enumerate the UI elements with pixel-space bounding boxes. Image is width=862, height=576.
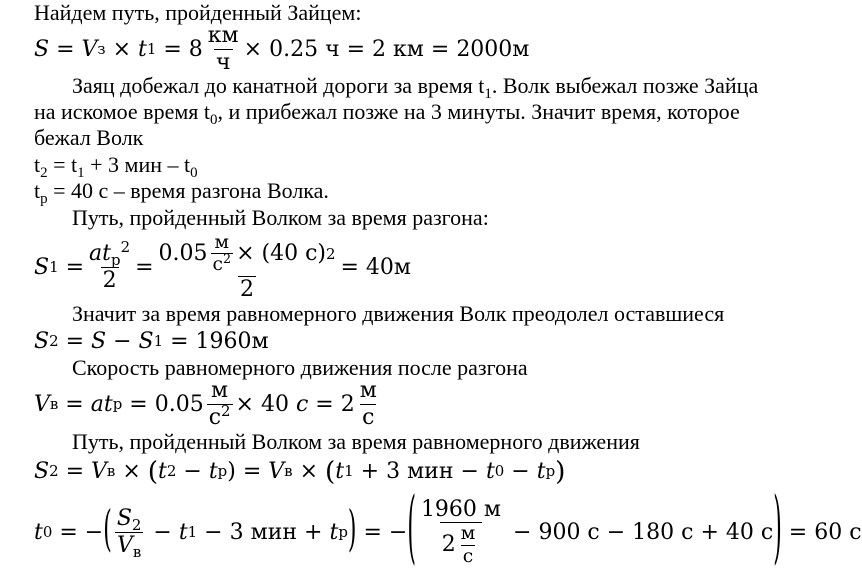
eq2-eq: = <box>65 254 85 280</box>
t2-b-sub: 1 <box>77 164 85 181</box>
eq5-s: S <box>34 458 50 484</box>
equation-accel-distance: S 1 = $\frac{at_р^2}{2}$ = 0.05 $\frac{м}{с^2}$ × (40 с) 2 2 = 40м <box>34 231 412 302</box>
eq6-f-den-sub: в <box>132 542 142 561</box>
para1-line1 <box>72 73 759 102</box>
eq4-u1-den <box>207 401 233 430</box>
eq5-v: V <box>91 458 107 484</box>
eq2-unit-den-text: с <box>212 254 223 276</box>
eq6-b: − <box>146 519 179 545</box>
para1-line1-sub: 1 <box>484 85 492 102</box>
t2-definition <box>34 152 198 181</box>
tp-b: = 40 с – время разгона Волка. <box>47 178 329 203</box>
eq6-fraction1 <box>115 506 144 561</box>
eq1-unit-num: км <box>207 23 239 49</box>
para1-line3: бежал Волк <box>34 125 144 150</box>
eq2-s: S <box>34 254 50 280</box>
eq5-paren-open: ( <box>147 455 159 487</box>
eq6-f-num-sub: 2 <box>131 515 142 534</box>
para1-line2-sub: 0 <box>210 111 218 128</box>
eq1-v: V <box>81 36 98 62</box>
eq6-d: = − <box>356 519 408 545</box>
eq2-unit-den <box>211 253 234 276</box>
eq2-unit-den-sup: 2 <box>222 251 232 267</box>
eq6-f-den <box>115 532 143 561</box>
eq6-f-den-text: V <box>116 532 133 558</box>
eq5-d: − <box>176 458 209 484</box>
eq2-f2-num-a: 0.05 <box>158 241 208 267</box>
eq6-e: − 900 с − 180 с + 40 с <box>506 519 774 545</box>
eq2-f1-num-sup: 2 <box>120 237 131 256</box>
eq5-t2: t <box>158 458 167 484</box>
eq2-f2-num-b: × (40 с) <box>236 241 326 267</box>
eq6-c: − 3 мин + <box>197 519 330 545</box>
eq1-unit-fraction <box>206 23 241 75</box>
eq5-v2: V <box>268 458 285 484</box>
eq6-f-num <box>115 506 144 534</box>
heading-text: Найдем путь, пройденный Зайцем: <box>34 0 362 25</box>
eq3-rest-b: − <box>106 328 139 354</box>
eq5-e: ) = <box>227 458 269 484</box>
eq4-u2-num: м <box>359 378 377 404</box>
eq5-t1: t <box>335 458 345 484</box>
eq3-s2: S <box>91 328 107 354</box>
para1-line1-a: Заяц добежал до канатной дороги за время t <box>72 73 485 98</box>
eq2-f1-num <box>87 237 132 269</box>
para4-text: Скорость равномерного движения после разгона <box>72 355 528 380</box>
eq3-rest-a: = <box>58 328 92 354</box>
eq1-eq2: = <box>163 36 182 62</box>
eq6-t1: t <box>178 519 188 545</box>
eq5-tp2: t <box>536 458 546 484</box>
eq4-c: с <box>295 391 309 417</box>
eq2-result: = 40м <box>340 254 412 280</box>
equation-t0-result: t 0 = − ( $\frac{S_2}{V_в}$ − t 1 − 3 мин + t р ) = − ( 1960 м 2 $\frac{м}{с}$ − 900 с − 180 с + 40 с ) = 60 с <box>34 485 862 576</box>
eq5-t0: t <box>485 458 495 484</box>
eq1-eq: = <box>56 36 75 62</box>
eq3-s: S <box>34 328 50 354</box>
eq6-result: = 60 с <box>781 519 862 545</box>
eq1-unit-den: ч <box>215 49 231 75</box>
para1-line1-b: . Волк выбежал позже Зайца <box>491 73 759 98</box>
eq5-a: = <box>58 458 92 484</box>
eq4-at: at <box>90 391 113 417</box>
t2-c-sub: 0 <box>190 164 198 181</box>
eq6-g-den-a: 2 <box>441 532 456 558</box>
eq1-s: S <box>34 36 50 62</box>
t2-c: + 3 мин – t <box>84 152 191 177</box>
eq2-unit-num: м <box>214 231 230 253</box>
equation-remaining-distance: S 2 = S − S 1 = 1960м <box>34 328 269 354</box>
eq6-bigparen-open: ( <box>407 485 416 576</box>
eq4-u1-den-text: с <box>208 404 222 430</box>
para1-line2 <box>34 99 740 128</box>
eq6-bigparen-close: ) <box>773 485 782 576</box>
eq6-t: t <box>34 519 43 545</box>
eq6-a: = − <box>52 519 104 545</box>
para1-line2-b: , и прибежал позже на 3 минуты. Значит время, которое <box>217 99 740 124</box>
eq2-f1-num-text: at <box>89 241 111 267</box>
eq4-unit1-fraction <box>207 378 233 430</box>
eq6-g-num: 1960 м <box>420 496 502 522</box>
eq5-paren-open2: ( <box>325 455 336 487</box>
eq6-f-num-text: S <box>116 506 132 532</box>
para2-text: Путь, пройденный Волком за время разгона: <box>72 205 489 230</box>
eq2-unit-fraction <box>211 232 234 276</box>
eq4-eq: = <box>58 391 91 417</box>
eq6-unit-num: м <box>460 523 476 545</box>
para5-text: Путь, пройденный Волком за время равномерного движения <box>72 429 640 454</box>
eq6-g-den <box>440 522 483 567</box>
eq2-f1-num-sub: р <box>111 250 121 269</box>
eq5-paren-close: ) <box>555 455 566 487</box>
eq5-tp: t <box>208 458 218 484</box>
eq6-fraction2 <box>419 497 503 567</box>
eq4-eq2: = 2 <box>308 391 355 417</box>
eq5-h: + 3 мин − <box>353 458 486 484</box>
eq4-val: = 0.05 <box>122 391 204 417</box>
equation-uniform-distance: S 2 = V в × ( t 2 − t р ) = V в × ( t 1 + 3 мин − t 0 − t р ) <box>34 455 566 487</box>
eq2-f2-num: 0.05 $\frac{м}{с^2}$ × (40 с) 2 <box>158 231 336 276</box>
eq5-k: − <box>504 458 537 484</box>
equation-wolf-speed: V в = at р = 0.05 $\frac{м}{с^2}$ × 40 с = 2 $\frac{м}{с}$ <box>34 378 377 430</box>
eq6-tp: t <box>329 519 339 545</box>
tp-a-sub: р <box>40 190 48 207</box>
eq4-u1-den-sup: 2 <box>221 401 231 420</box>
tp-definition <box>34 178 329 207</box>
eq4-u1-num: м <box>211 378 229 404</box>
eq4-unit2-fraction <box>358 378 379 430</box>
eq6-paren-open: ( <box>103 503 112 559</box>
eq1-rest: × 0.25 ч = 2 км = 2000м <box>243 36 530 62</box>
eq6-unit-fraction <box>459 523 478 567</box>
eq3-s3: S <box>138 328 154 354</box>
eq5-b: × <box>115 458 148 484</box>
eq1-times: × <box>112 36 131 62</box>
t2-a-sub: 2 <box>40 164 48 181</box>
para3-text: Значит за время равномерного движения Волк преодолел оставшиеся <box>72 301 725 326</box>
eq2-eq2: = <box>135 254 154 280</box>
eq3-rest-c: = 1960м <box>163 328 269 354</box>
eq6-paren-close: ) <box>347 503 357 559</box>
para1-line2-a: на искомое время t <box>34 99 210 124</box>
t2-a: t <box>34 152 41 177</box>
eq4-u2-den: с <box>362 404 375 430</box>
eq5-f: × <box>292 458 325 484</box>
eq1-speed: 8 <box>188 36 203 62</box>
eq2-f2-den: 2 <box>240 276 255 302</box>
tp-a: t <box>34 178 41 203</box>
eq4-v: V <box>34 391 50 417</box>
eq4-mid: × 40 <box>235 391 296 417</box>
eq2-fraction2 <box>157 232 338 302</box>
eq2-fraction1 <box>87 237 132 293</box>
eq2-f1-den: 2 <box>102 267 117 293</box>
eq6-unit-den: с <box>462 545 474 567</box>
eq1-t: t <box>138 36 147 62</box>
equation-hare-distance: S = V з × t 1 = 8 $\frac{км}{ч}$ × 0.25 ч = 2 км = 2000м <box>34 23 530 75</box>
t2-b: = t <box>47 152 78 177</box>
